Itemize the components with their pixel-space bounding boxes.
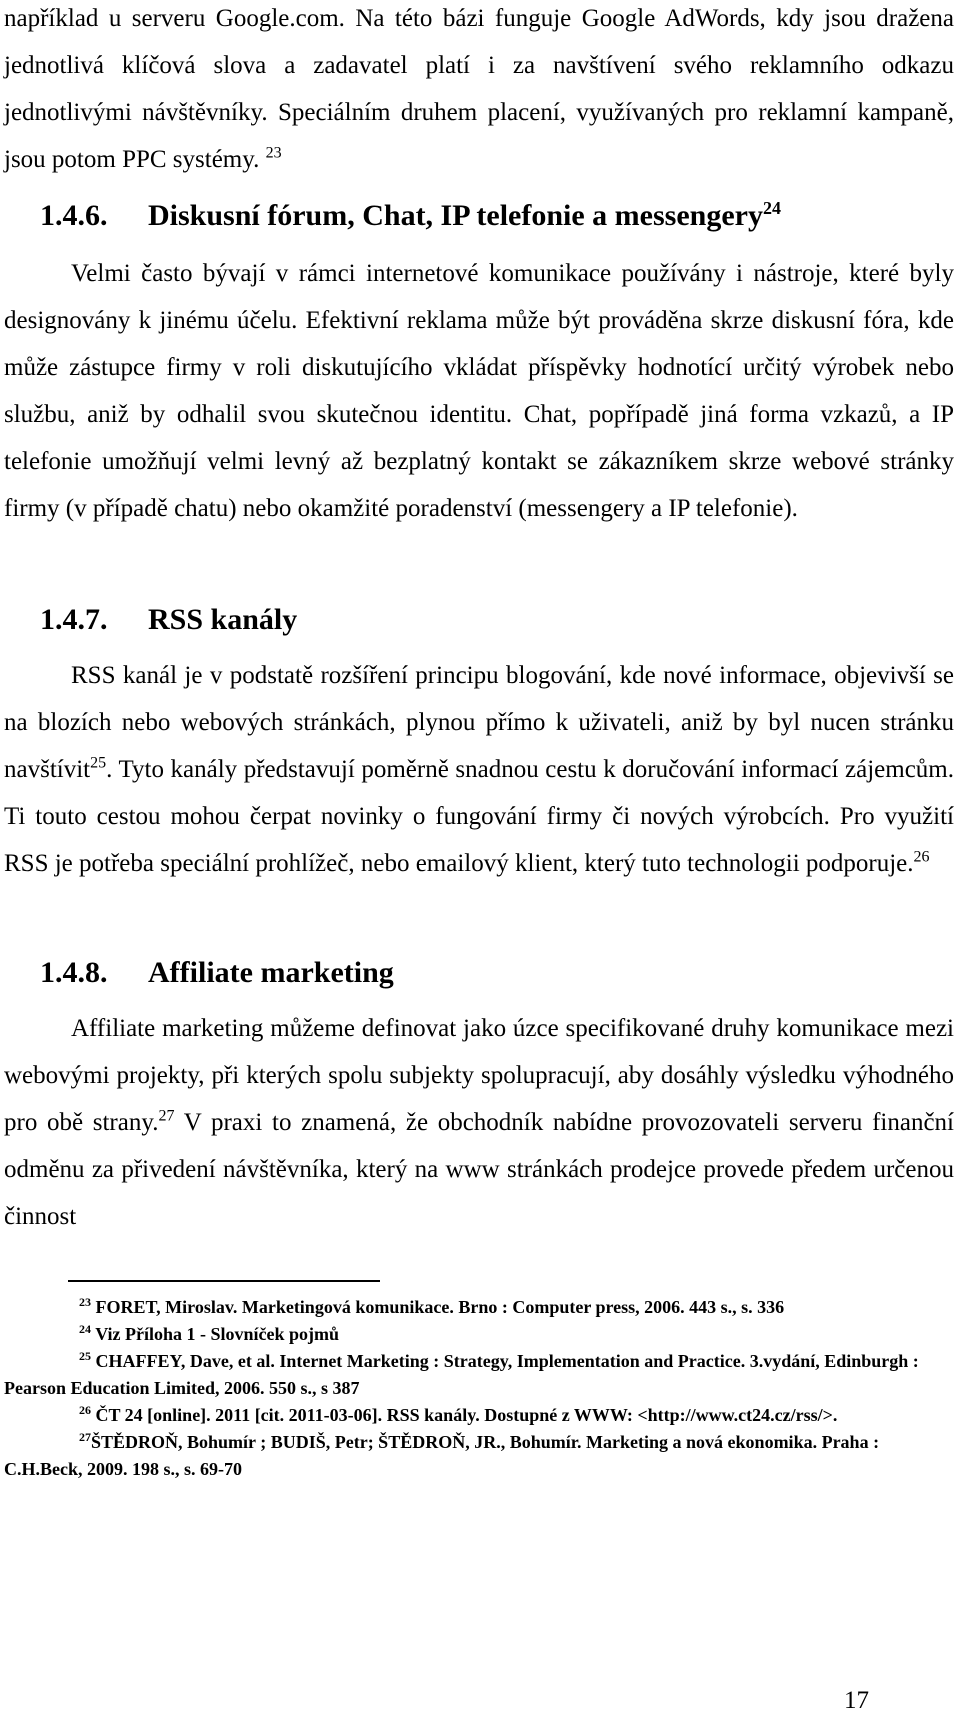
paragraph-forum [4, 250, 954, 532]
section-number: 1.4.8. [40, 956, 108, 989]
section-heading-1-4-8 [40, 953, 394, 993]
footnote-ref-25: 25 [90, 754, 107, 772]
footnote-ref-23: 23 [265, 144, 282, 162]
footnote-number: 24 [79, 1322, 91, 1336]
paragraph-text-b: . Tyto kanály představují poměrně snadnou cestu k doručování informací zájemcům. Ti touto cestou mohou čerpat novinky o fungování firmy či nových výrobcích. Pro využití RSS je potřeba speciální prohlížeč, nebo emailový klient, který tuto technologii podporuje. [4, 756, 954, 877]
page-number: 17 [844, 1687, 869, 1714]
section-title: RSS kanály [148, 603, 298, 636]
section-title: Diskusní fórum, Chat, IP telefonie a messengery [148, 199, 763, 232]
footnote-number: 25 [79, 1349, 91, 1363]
paragraph-text-b: V praxi to znamená, že obchodník nabídne provozovateli serveru finanční odměnu za přivedení návštěvníka, který na www stránkách prodejce provede předem určenou činnost [4, 1109, 954, 1230]
section-number: 1.4.7. [40, 603, 108, 636]
footnote-ref-24: 24 [762, 198, 781, 218]
paragraph-affiliate [4, 1005, 954, 1240]
footnote-ref-27: 27 [158, 1107, 175, 1125]
footnote-text: Viz Příloha 1 - Slovníček pojmů [95, 1324, 340, 1344]
paragraph-rss [4, 652, 954, 887]
section-heading-1-4-7 [40, 600, 297, 640]
footnote-text: FORET, Miroslav. Marketingová komunikace. Brno : Computer press, 2006. 443 s., s. 336 [95, 1297, 785, 1317]
footnote-27 [4, 1429, 954, 1483]
paragraph-text-a: RSS kanál je v podstatě rozšíření principu blogování, kde nové informace, objevivší se na blozích nebo webových stránkách, plynou přímo k uživateli, aniž by byl nucen stránku navštívit [4, 662, 954, 783]
footnote-ref-26: 26 [913, 848, 930, 866]
section-title: Affiliate marketing [148, 956, 394, 989]
paragraph-text-a: Affiliate marketing můžeme definovat jako úzce specifikované druhy komunikace mezi webovými projekty, při kterých spolu subjekty spolupracují, aby dosáhly výsledku výhodného pro obě strany. [4, 1015, 954, 1136]
footnote-number: 27 [79, 1430, 91, 1444]
section-number: 1.4.6. [40, 199, 108, 232]
paragraph-ppc [4, 0, 954, 183]
footnote-26 [4, 1402, 954, 1429]
footnote-number: 26 [79, 1403, 91, 1417]
footnote-text: ŠTĚDROŇ, Bohumír ; BUDIŠ, Petr; ŠTĚDROŇ, JR., Bohumír. Marketing a nová ekonomika. Praha : C.H.Beck, 2009. 198 s., s. 69-70 [4, 1432, 880, 1479]
footnotes [4, 1294, 954, 1483]
footnote-24 [4, 1321, 954, 1348]
section-heading-1-4-6 [40, 196, 781, 236]
footnote-number: 23 [79, 1295, 91, 1309]
paragraph-text: například u serveru Google.com. Na této bázi funguje Google AdWords, kdy jsou dražena jednotlivá klíčová slova a zadavatel platí i za navštívení svého reklamního odkazu jednotlivými návštěvníky. Speciálním druhem placení, využívaných pro reklamní kampaně, jsou potom PPC systémy. [4, 5, 954, 173]
paragraph-text: Velmi často bývají v rámci internetové komunikace používány i nástroje, které byly designovány k jinému účelu. Efektivní reklama může být prováděna skrze diskusní fóra, kde může zástupce firmy v roli diskutujícího vkládat příspěvky hodnotící určitý výrobek nebo službu, aniž by odhalil svou skutečnou identitu. Chat, popřípadě jiná forma vzkazů, a IP telefonie umožňují velmi levný až bezplatný kontakt se zákazníkem skrze webové stránky firmy (v případě chatu) nebo okamžité poradenství (messengery a IP telefonie). [4, 260, 954, 522]
footnote-separator [68, 1280, 380, 1282]
footnote-text: CHAFFEY, Dave, et al. Internet Marketing : Strategy, Implementation and Practice. 3.vydání, Edinburgh : Pearson Education Limited, 2006. 550 s., s 387 [4, 1351, 919, 1398]
footnote-text: ČT 24 [online]. 2011 [cit. 2011-03-06]. RSS kanály. Dostupné z WWW: <http://www.ct24.cz/rss/>. [95, 1405, 838, 1425]
footnote-23 [4, 1294, 954, 1321]
footnote-25 [4, 1348, 954, 1402]
